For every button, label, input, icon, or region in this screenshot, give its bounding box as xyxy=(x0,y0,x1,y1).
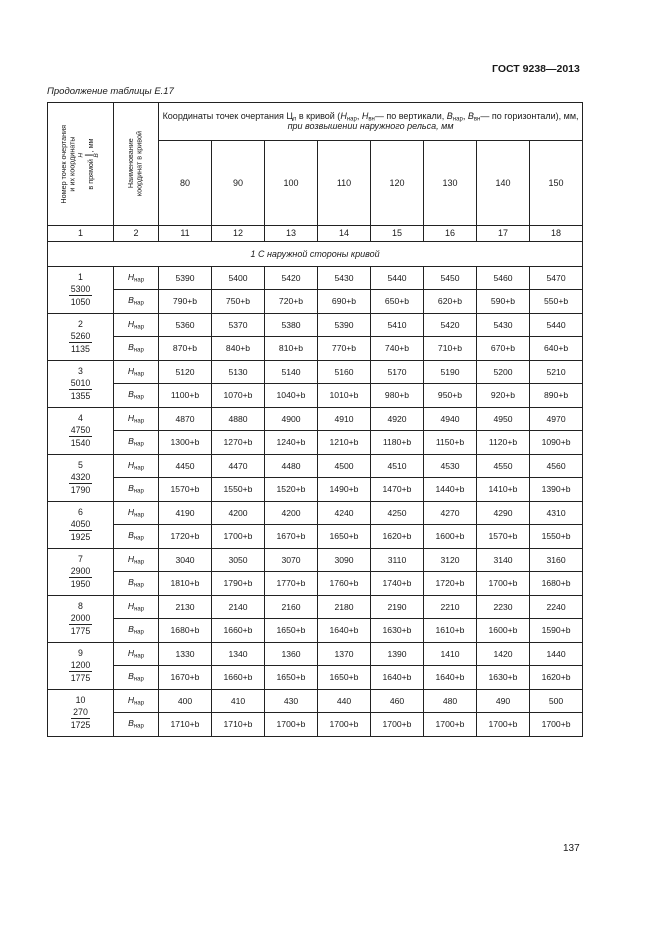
table-row xyxy=(48,549,583,572)
column-index: 17 xyxy=(477,226,530,242)
h-value-cell: 5410 xyxy=(371,314,424,337)
b-value-cell: 1010+b xyxy=(318,384,371,408)
h-value-cell: 3160 xyxy=(530,549,583,572)
point-number: 2 xyxy=(78,319,83,330)
h-value-cell: 5190 xyxy=(424,361,477,384)
table-row xyxy=(48,596,583,619)
table-row xyxy=(48,455,583,478)
b-value-cell: 790+b xyxy=(159,290,212,314)
point-b-straight: 1950 xyxy=(70,578,91,589)
b-value-cell: 740+b xyxy=(371,337,424,361)
h-value-cell: 2210 xyxy=(424,596,477,619)
point-number: 7 xyxy=(78,554,83,565)
h-value-cell: 5370 xyxy=(212,314,265,337)
b-value-cell: 1570+b xyxy=(159,478,212,502)
coord-label-h: $H_{нар}$ xyxy=(114,502,159,525)
h-value-cell: 500 xyxy=(530,690,583,713)
header-coordinates-group: Координаты точек очертания $Ц_п$ в кривой ($H_{нар}$, $H_{вн}—$ по вертикали, $B_{нар}$, $B_{вн}—$ по горизонтали), мм, при возвышении наружного рельса, мм xyxy=(159,103,583,141)
point-number: 3 xyxy=(78,366,83,377)
h-value-cell: 5210 xyxy=(530,361,583,384)
point-number: 10 xyxy=(75,695,86,706)
point-number: 4 xyxy=(78,413,83,424)
h-value-cell: 4510 xyxy=(371,455,424,478)
b-value-cell: 1100+b xyxy=(159,384,212,408)
h-value-cell: 5160 xyxy=(318,361,371,384)
b-value-cell: 1680+b xyxy=(530,572,583,596)
h-value-cell: 4970 xyxy=(530,408,583,431)
coordinates-table xyxy=(47,102,583,737)
b-value-cell: 1550+b xyxy=(212,478,265,502)
table-row xyxy=(48,643,583,666)
b-value-cell: 1670+b xyxy=(265,525,318,549)
b-value-cell: 1720+b xyxy=(424,572,477,596)
h-value-cell: 5170 xyxy=(371,361,424,384)
h-value-cell: 410 xyxy=(212,690,265,713)
header-point-number: Номер точек очертания и их координаты в прямой H B , мм xyxy=(48,103,114,226)
point-b-straight: 1135 xyxy=(71,343,90,354)
point-h-straight: 2000 xyxy=(70,613,91,624)
b-value-cell: 1650+b xyxy=(265,619,318,643)
h-value-cell: 4250 xyxy=(371,502,424,525)
b-value-cell: 720+b xyxy=(265,290,318,314)
h-value-cell: 4920 xyxy=(371,408,424,431)
b-value-cell: 1410+b xyxy=(477,478,530,502)
elevation-header: 130 xyxy=(424,141,477,226)
h-value-cell: 440 xyxy=(318,690,371,713)
h-value-cell: 5460 xyxy=(477,267,530,290)
h-value-cell: 2240 xyxy=(530,596,583,619)
elevation-header: 100 xyxy=(265,141,318,226)
point-cell xyxy=(48,643,114,690)
h-value-cell: 460 xyxy=(371,690,424,713)
column-index: 16 xyxy=(424,226,477,242)
b-value-cell: 1790+b xyxy=(212,572,265,596)
h-value-cell: 5430 xyxy=(318,267,371,290)
h-value-cell: 480 xyxy=(424,690,477,713)
h-value-cell: 5420 xyxy=(265,267,318,290)
elevation-header: 80 xyxy=(159,141,212,226)
point-number: 6 xyxy=(78,507,83,518)
coord-label-b: $B_{нар}$ xyxy=(114,337,159,361)
table-row xyxy=(48,690,583,713)
b-value-cell: 1700+b xyxy=(477,572,530,596)
point-b-straight: 1540 xyxy=(70,437,91,448)
b-value-cell: 1640+b xyxy=(371,666,424,690)
point-cell xyxy=(48,502,114,549)
point-number: 9 xyxy=(78,648,83,659)
h-value-cell: 3070 xyxy=(265,549,318,572)
point-b-straight: 1355 xyxy=(70,390,91,401)
b-value-cell: 1700+b xyxy=(424,713,477,737)
b-value-cell: 1550+b xyxy=(530,525,583,549)
b-value-cell: 1520+b xyxy=(265,478,318,502)
b-value-cell: 1300+b xyxy=(159,431,212,455)
point-cell xyxy=(48,549,114,596)
b-value-cell: 1210+b xyxy=(318,431,371,455)
point-b-straight: 1050 xyxy=(70,296,91,307)
column-index: 2 xyxy=(114,226,159,242)
b-value-cell: 1600+b xyxy=(477,619,530,643)
h-value-cell: 5420 xyxy=(424,314,477,337)
point-b-straight: 1725 xyxy=(70,719,91,730)
coord-label-h: $H_{нар}$ xyxy=(114,596,159,619)
b-value-cell: 1650+b xyxy=(265,666,318,690)
table-row xyxy=(48,713,583,737)
h-value-cell: 5120 xyxy=(159,361,212,384)
section-title: 1 С наружной стороны кривой xyxy=(48,242,583,267)
h-value-cell: 2160 xyxy=(265,596,318,619)
coord-label-h: $H_{нар}$ xyxy=(114,549,159,572)
b-value-cell: 870+b xyxy=(159,337,212,361)
coord-label-h: $H_{нар}$ xyxy=(114,314,159,337)
table-row xyxy=(48,572,583,596)
table-row xyxy=(48,666,583,690)
page-number: 137 xyxy=(563,843,580,854)
table-row xyxy=(48,502,583,525)
h-value-cell: 5140 xyxy=(265,361,318,384)
h-value-cell: 5470 xyxy=(530,267,583,290)
b-value-cell: 1070+b xyxy=(212,384,265,408)
h-value-cell: 5360 xyxy=(159,314,212,337)
coord-label-h: $H_{нар}$ xyxy=(114,267,159,290)
h-value-cell: 4240 xyxy=(318,502,371,525)
h-value-cell: 3050 xyxy=(212,549,265,572)
coord-label-h: $H_{нар}$ xyxy=(114,455,159,478)
point-cell xyxy=(48,690,114,737)
b-value-cell: 1710+b xyxy=(212,713,265,737)
coord-label-h: $H_{нар}$ xyxy=(114,690,159,713)
point-b-straight: 1790 xyxy=(70,484,91,495)
h-value-cell: 2230 xyxy=(477,596,530,619)
elevation-header: 110 xyxy=(318,141,371,226)
table-row xyxy=(48,384,583,408)
table-row xyxy=(48,478,583,502)
h-value-cell: 1330 xyxy=(159,643,212,666)
point-h-straight: 4320 xyxy=(70,472,91,483)
h-value-cell: 2190 xyxy=(371,596,424,619)
b-value-cell: 1740+b xyxy=(371,572,424,596)
point-cell xyxy=(48,267,114,314)
h-value-cell: 4530 xyxy=(424,455,477,478)
h-value-cell: 4200 xyxy=(265,502,318,525)
b-value-cell: 1390+b xyxy=(530,478,583,502)
coord-label-b: $B_{нар}$ xyxy=(114,290,159,314)
b-value-cell: 550+b xyxy=(530,290,583,314)
b-value-cell: 1810+b xyxy=(159,572,212,596)
h-value-cell: 5130 xyxy=(212,361,265,384)
column-index: 1 xyxy=(48,226,114,242)
coord-label-b: $B_{нар}$ xyxy=(114,478,159,502)
b-value-cell: 1660+b xyxy=(212,619,265,643)
point-cell xyxy=(48,596,114,643)
b-value-cell: 1720+b xyxy=(159,525,212,549)
h-value-cell: 1440 xyxy=(530,643,583,666)
table-row xyxy=(48,314,583,337)
b-value-cell: 1630+b xyxy=(371,619,424,643)
header-coordinate-name: Наименование координат в кривой xyxy=(114,103,159,226)
h-value-cell: 3040 xyxy=(159,549,212,572)
point-h-straight: 5300 xyxy=(70,284,91,295)
b-value-cell: 1700+b xyxy=(371,713,424,737)
h-value-cell: 1420 xyxy=(477,643,530,666)
table-row xyxy=(48,408,583,431)
table-row xyxy=(48,361,583,384)
point-cell xyxy=(48,361,114,408)
b-value-cell: 980+b xyxy=(371,384,424,408)
b-value-cell: 1650+b xyxy=(318,666,371,690)
b-value-cell: 710+b xyxy=(424,337,477,361)
b-value-cell: 1700+b xyxy=(477,713,530,737)
b-value-cell: 1650+b xyxy=(318,525,371,549)
b-value-cell: 770+b xyxy=(318,337,371,361)
b-value-cell: 670+b xyxy=(477,337,530,361)
h-value-cell: 2130 xyxy=(159,596,212,619)
column-index: 13 xyxy=(265,226,318,242)
table-row xyxy=(48,337,583,361)
column-index: 15 xyxy=(371,226,424,242)
h-value-cell: 4550 xyxy=(477,455,530,478)
h-value-cell: 4950 xyxy=(477,408,530,431)
h-value-cell: 1340 xyxy=(212,643,265,666)
b-value-cell: 650+b xyxy=(371,290,424,314)
h-value-cell: 5390 xyxy=(159,267,212,290)
b-value-cell: 1640+b xyxy=(424,666,477,690)
point-h-straight: 5260 xyxy=(70,331,91,342)
b-value-cell: 1590+b xyxy=(530,619,583,643)
b-value-cell: 1670+b xyxy=(159,666,212,690)
b-value-cell: 690+b xyxy=(318,290,371,314)
coord-label-b: $B_{нар}$ xyxy=(114,384,159,408)
table-row xyxy=(48,525,583,549)
h-value-cell: 4480 xyxy=(265,455,318,478)
point-cell xyxy=(48,455,114,502)
coord-label-h: $H_{нар}$ xyxy=(114,361,159,384)
h-value-cell: 5400 xyxy=(212,267,265,290)
h-value-cell: 5450 xyxy=(424,267,477,290)
b-value-cell: 1700+b xyxy=(530,713,583,737)
header-ratio-fraction: H B xyxy=(77,152,101,158)
coord-label-b: $B_{нар}$ xyxy=(114,619,159,643)
h-value-cell: 4940 xyxy=(424,408,477,431)
b-value-cell: 1270+b xyxy=(212,431,265,455)
coord-label-b: $B_{нар}$ xyxy=(114,431,159,455)
point-h-straight: 1200 xyxy=(70,660,91,671)
column-index: 12 xyxy=(212,226,265,242)
coord-label-b: $B_{нар}$ xyxy=(114,666,159,690)
b-value-cell: 1610+b xyxy=(424,619,477,643)
h-value-cell: 400 xyxy=(159,690,212,713)
h-value-cell: 4470 xyxy=(212,455,265,478)
b-value-cell: 890+b xyxy=(530,384,583,408)
b-value-cell: 840+b xyxy=(212,337,265,361)
b-value-cell: 1180+b xyxy=(371,431,424,455)
h-value-cell: 5390 xyxy=(318,314,371,337)
b-value-cell: 1700+b xyxy=(318,713,371,737)
b-value-cell: 1600+b xyxy=(424,525,477,549)
h-value-cell: 3120 xyxy=(424,549,477,572)
h-value-cell: 1370 xyxy=(318,643,371,666)
table-continuation-caption: Продолжение таблицы Е.17 xyxy=(47,86,174,97)
b-value-cell: 750+b xyxy=(212,290,265,314)
coord-label-b: $B_{нар}$ xyxy=(114,525,159,549)
point-b-straight: 1775 xyxy=(70,625,91,636)
h-value-cell: 4310 xyxy=(530,502,583,525)
h-value-cell: 5430 xyxy=(477,314,530,337)
b-value-cell: 1440+b xyxy=(424,478,477,502)
b-value-cell: 590+b xyxy=(477,290,530,314)
b-value-cell: 920+b xyxy=(477,384,530,408)
b-value-cell: 1760+b xyxy=(318,572,371,596)
b-value-cell: 1770+b xyxy=(265,572,318,596)
column-index: 14 xyxy=(318,226,371,242)
h-value-cell: 5380 xyxy=(265,314,318,337)
b-value-cell: 1620+b xyxy=(371,525,424,549)
point-h-straight: 4750 xyxy=(70,425,91,436)
table-row xyxy=(48,290,583,314)
h-value-cell: 1410 xyxy=(424,643,477,666)
b-value-cell: 1150+b xyxy=(424,431,477,455)
h-value-cell: 5200 xyxy=(477,361,530,384)
elevation-header: 90 xyxy=(212,141,265,226)
table-row xyxy=(48,267,583,290)
point-b-straight: 1775 xyxy=(70,672,91,683)
h-value-cell: 2140 xyxy=(212,596,265,619)
h-value-cell: 1360 xyxy=(265,643,318,666)
column-index: 18 xyxy=(530,226,583,242)
b-value-cell: 1490+b xyxy=(318,478,371,502)
h-value-cell: 490 xyxy=(477,690,530,713)
point-h-straight: 4050 xyxy=(70,519,91,530)
point-cell xyxy=(48,408,114,455)
h-value-cell: 5440 xyxy=(530,314,583,337)
point-number: 1 xyxy=(78,272,83,283)
h-value-cell: 4270 xyxy=(424,502,477,525)
coord-label-h: $H_{нар}$ xyxy=(114,643,159,666)
document-header: ГОСТ 9238—2013 xyxy=(492,63,580,75)
b-value-cell: 1090+b xyxy=(530,431,583,455)
b-value-cell: 1700+b xyxy=(265,713,318,737)
coord-label-b: $B_{нар}$ xyxy=(114,713,159,737)
h-value-cell: 4500 xyxy=(318,455,371,478)
h-value-cell: 3110 xyxy=(371,549,424,572)
h-value-cell: 4560 xyxy=(530,455,583,478)
b-value-cell: 1240+b xyxy=(265,431,318,455)
b-value-cell: 1700+b xyxy=(212,525,265,549)
b-value-cell: 1040+b xyxy=(265,384,318,408)
h-value-cell: 5440 xyxy=(371,267,424,290)
h-value-cell: 4900 xyxy=(265,408,318,431)
elevation-header: 150 xyxy=(530,141,583,226)
elevation-header: 120 xyxy=(371,141,424,226)
b-value-cell: 1620+b xyxy=(530,666,583,690)
point-h-straight: 5010 xyxy=(70,378,91,389)
point-number: 5 xyxy=(78,460,83,471)
b-value-cell: 950+b xyxy=(424,384,477,408)
h-value-cell: 2180 xyxy=(318,596,371,619)
h-value-cell: 4880 xyxy=(212,408,265,431)
h-value-cell: 1390 xyxy=(371,643,424,666)
point-number: 8 xyxy=(78,601,83,612)
b-value-cell: 1680+b xyxy=(159,619,212,643)
point-b-straight: 1925 xyxy=(70,531,91,542)
h-value-cell: 4910 xyxy=(318,408,371,431)
b-value-cell: 640+b xyxy=(530,337,583,361)
b-value-cell: 1630+b xyxy=(477,666,530,690)
table-row xyxy=(48,619,583,643)
h-value-cell: 4450 xyxy=(159,455,212,478)
h-value-cell: 4290 xyxy=(477,502,530,525)
coord-label-h: $H_{нар}$ xyxy=(114,408,159,431)
column-index: 11 xyxy=(159,226,212,242)
h-value-cell: 430 xyxy=(265,690,318,713)
b-value-cell: 1120+b xyxy=(477,431,530,455)
point-cell xyxy=(48,314,114,361)
point-h-straight: 2900 xyxy=(70,566,91,577)
elevation-header: 140 xyxy=(477,141,530,226)
b-value-cell: 1660+b xyxy=(212,666,265,690)
h-value-cell: 4870 xyxy=(159,408,212,431)
coord-label-b: $B_{нар}$ xyxy=(114,572,159,596)
h-value-cell: 3090 xyxy=(318,549,371,572)
b-value-cell: 1710+b xyxy=(159,713,212,737)
b-value-cell: 1640+b xyxy=(318,619,371,643)
b-value-cell: 1570+b xyxy=(477,525,530,549)
b-value-cell: 620+b xyxy=(424,290,477,314)
b-value-cell: 1470+b xyxy=(371,478,424,502)
h-value-cell: 3140 xyxy=(477,549,530,572)
h-value-cell: 4190 xyxy=(159,502,212,525)
b-value-cell: 810+b xyxy=(265,337,318,361)
point-h-straight: 270 xyxy=(73,707,88,718)
h-value-cell: 4200 xyxy=(212,502,265,525)
table-row xyxy=(48,431,583,455)
